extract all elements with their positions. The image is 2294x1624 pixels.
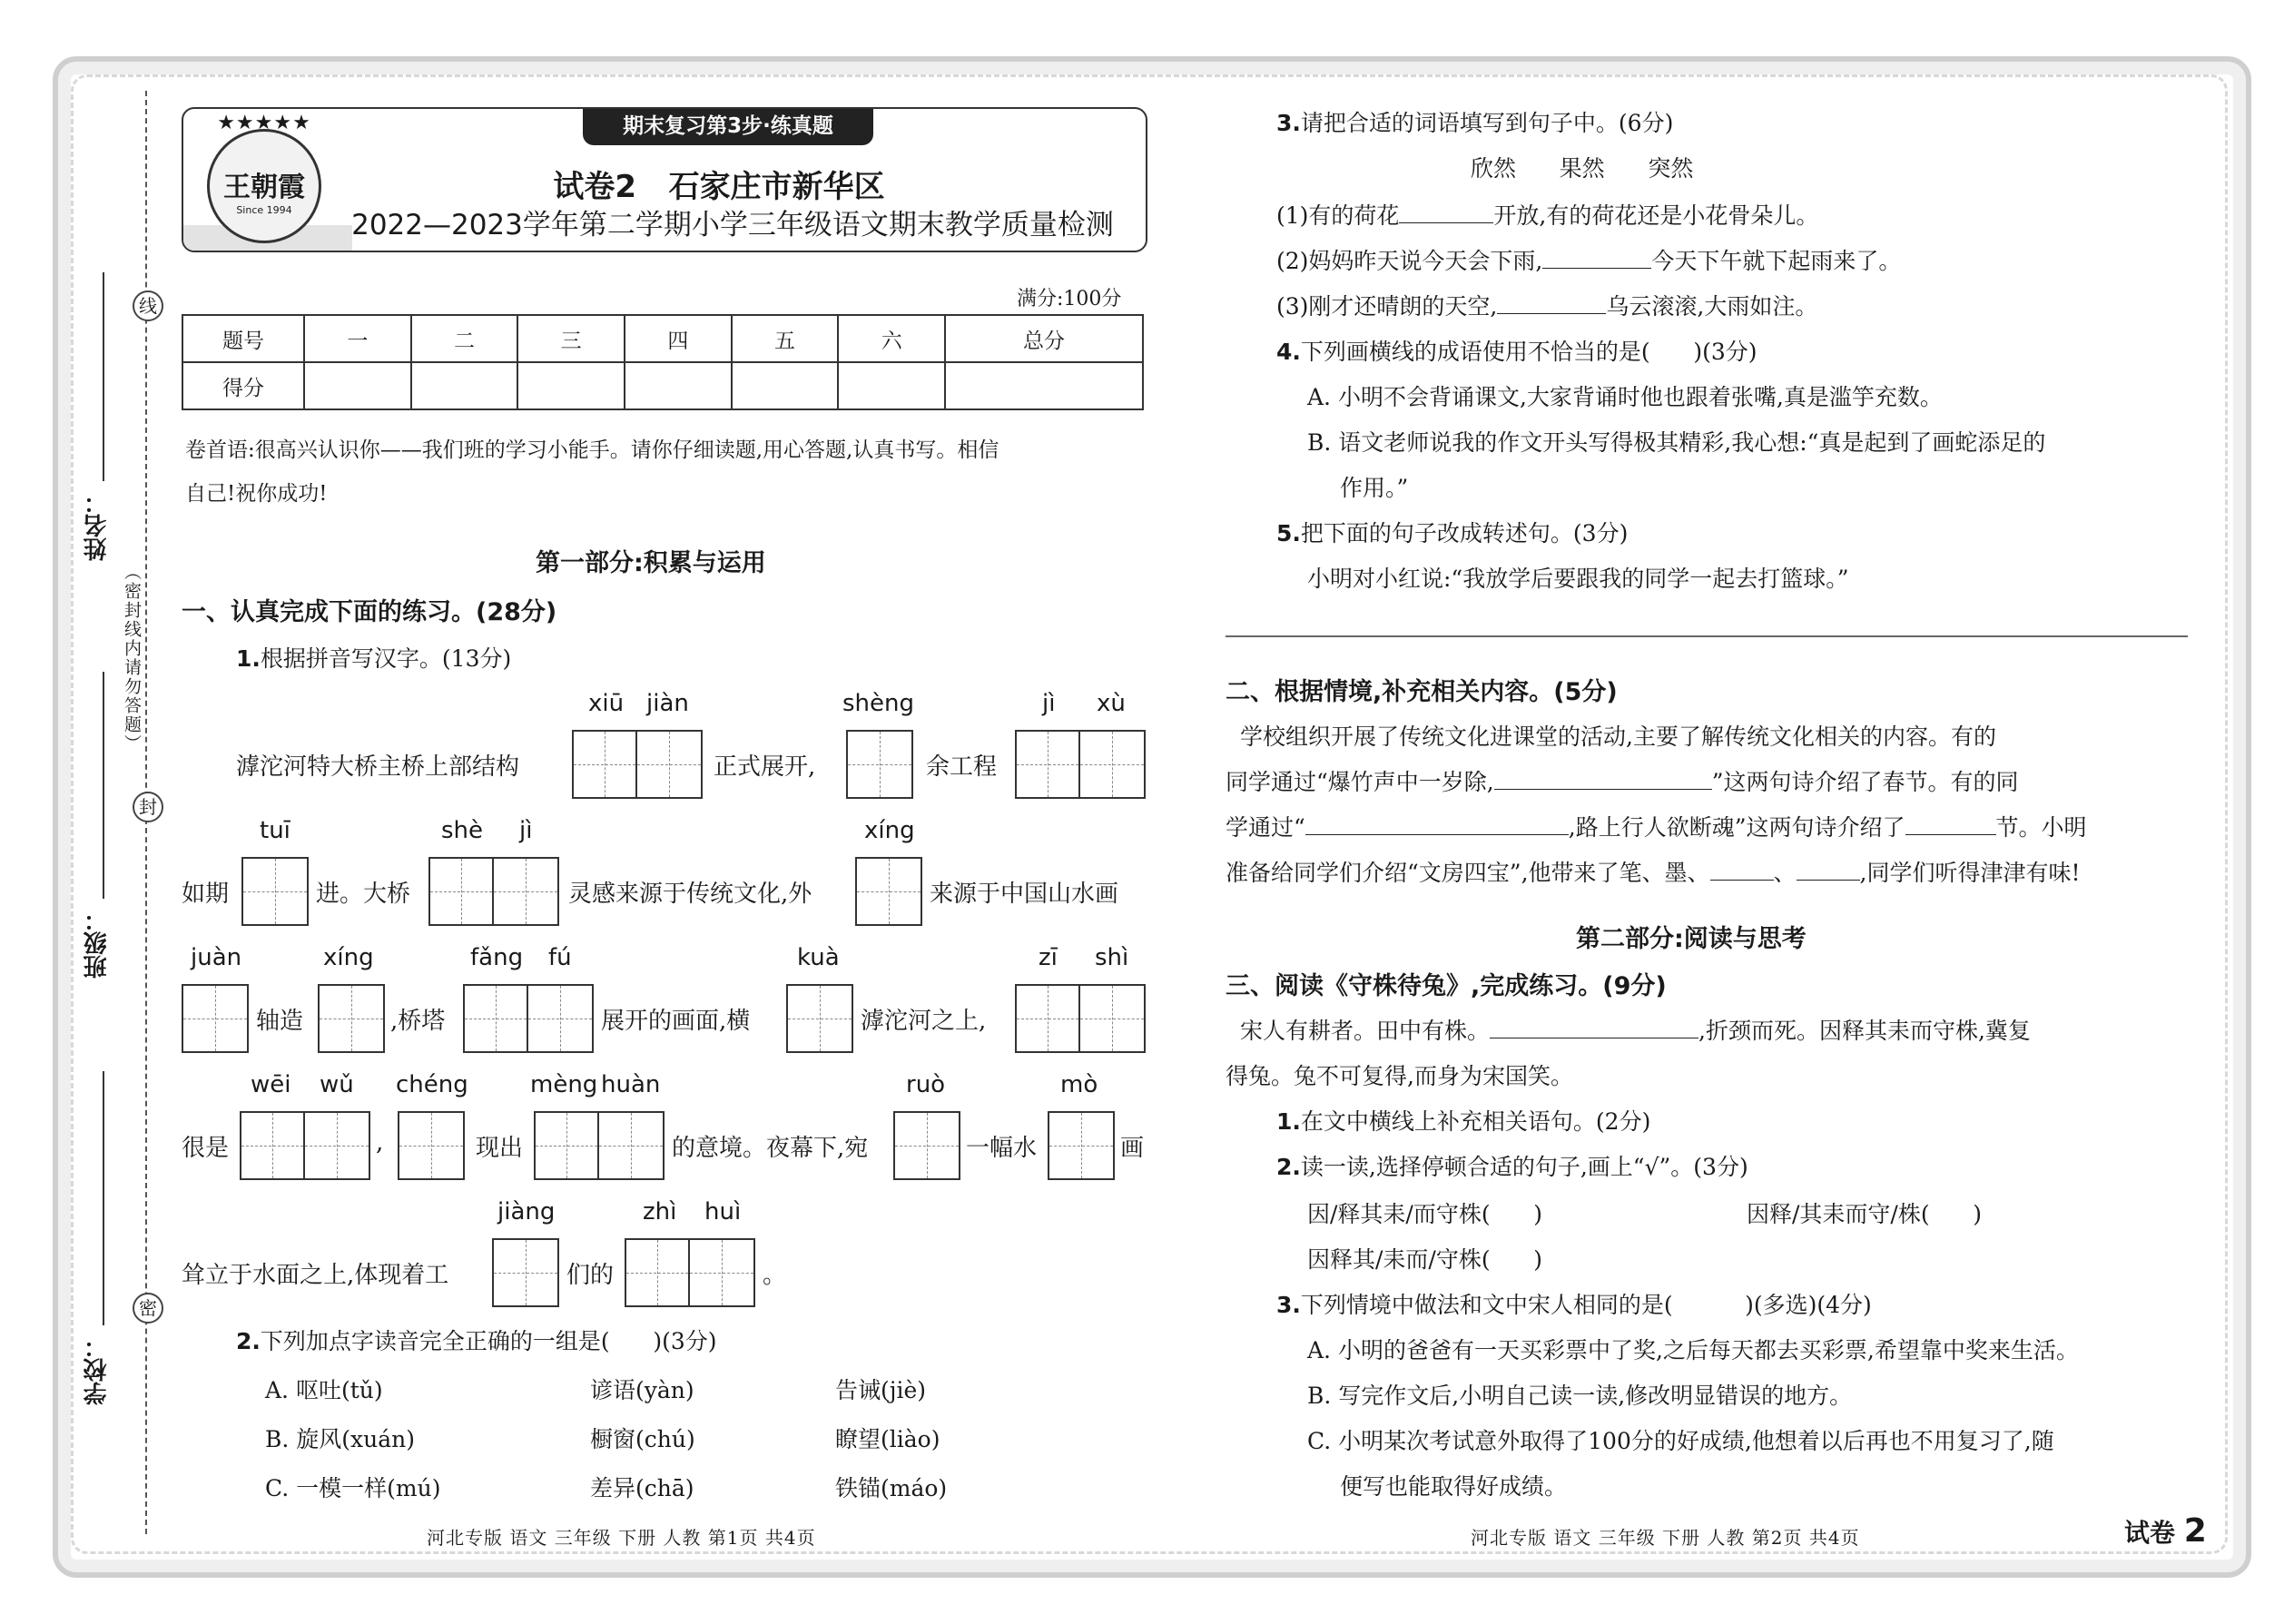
section-2-title: 二、根据情境,补充相关内容。(5分) [1226, 678, 1618, 706]
pinyin: xiū [588, 690, 625, 717]
q1-4 [1276, 334, 1757, 367]
q1-5 [1276, 516, 1628, 548]
name-field[interactable] [103, 272, 104, 481]
text-line: 如期 [182, 881, 230, 908]
q3-2 [1276, 1149, 1748, 1182]
option: A. 呕吐(tǔ) [265, 1377, 383, 1403]
seal-char-feng: 封 [133, 792, 163, 822]
score-header-row [182, 315, 1143, 362]
score-col-6: 六 [838, 315, 945, 362]
blank[interactable] [1905, 814, 1996, 835]
logo-brand: 王朝霞 [223, 172, 305, 203]
option: C. 一模一样(mú) [265, 1475, 441, 1501]
score-cell[interactable] [838, 362, 945, 409]
answer-grid[interactable] [1015, 730, 1146, 799]
text-line: 。 [763, 1262, 787, 1289]
score-col-total: 总分 [945, 315, 1143, 362]
logo-stars-icon: ★★★★★ [217, 112, 311, 134]
sec2-l3-b: ,路上行人欲断魂”这两句诗介绍了 [1568, 814, 1905, 841]
sec2-l3-c: 节。小明 [1995, 814, 2087, 841]
sec2-l2-b: ”这两句诗介绍了春节。有的同 [1711, 769, 2019, 795]
passage-b: ,折颈而死。因释其耒而守株,冀复 [1698, 1018, 2031, 1044]
blank[interactable] [1399, 202, 1493, 223]
pinyin: xíng [864, 817, 915, 844]
pinyin: xíng [323, 944, 374, 971]
pinyin: shèng [842, 690, 915, 717]
sec2-line-2 [1226, 764, 2019, 797]
pinyin: zhì [643, 1198, 677, 1225]
s3-a: (3)刚才还晴朗的天空, [1276, 293, 1498, 320]
score-col-5: 五 [732, 315, 839, 362]
pinyin: ruò [906, 1071, 946, 1098]
answer-grid[interactable] [855, 857, 922, 926]
pinyin: jì [1042, 690, 1056, 717]
q3-3-option-c: C. 小明某次考试意外取得了100分的好成绩,他想着以后再也不用复习了,随 [1307, 1428, 2054, 1454]
exam-title: 试卷2 石家庄市新华区 [553, 169, 885, 205]
pinyin: shì [1095, 944, 1129, 971]
q1-4-num: 4. [1276, 339, 1301, 365]
sentence-1 [1276, 198, 1818, 231]
class-label: 班级： [84, 908, 111, 979]
blank[interactable] [1497, 293, 1606, 314]
text-line: 余工程 [926, 753, 998, 781]
q3-1 [1276, 1104, 1650, 1137]
score-cell[interactable] [517, 362, 625, 409]
q1-5-num: 5. [1276, 520, 1301, 546]
option: 橱窗(chú) [590, 1426, 695, 1452]
score-col-2: 二 [411, 315, 518, 362]
sec2-l3-a: 学通过“ [1226, 814, 1305, 841]
pinyin: huàn [601, 1071, 661, 1098]
text-line: 现出 [476, 1135, 524, 1162]
answer-grid[interactable] [1015, 984, 1146, 1053]
option: 差异(chā) [590, 1475, 694, 1501]
score-col-3: 三 [517, 315, 625, 362]
answer-grid[interactable] [572, 730, 703, 799]
answer-grid[interactable] [241, 857, 309, 926]
score-col-1: 一 [304, 315, 411, 362]
pinyin: mèng [530, 1071, 598, 1098]
q1-3-num: 3. [1276, 110, 1301, 136]
text-line: 耸立于水面之上,体现着工 [182, 1262, 449, 1289]
sentence-2 [1276, 243, 1901, 276]
q1-2 [236, 1324, 717, 1356]
q1-2-text: 下列加点字读音完全正确的一组是( )(3分) [260, 1328, 717, 1354]
q3-3 [1276, 1287, 1872, 1320]
score-value-row [182, 362, 1143, 409]
q3-2-num: 2. [1276, 1154, 1301, 1180]
pause-option-2[interactable]: 因释/其耒而守/株( ) [1747, 1201, 1983, 1227]
text-line: 画 [1120, 1135, 1145, 1162]
pinyin: xù [1097, 690, 1126, 717]
q1-1 [236, 641, 511, 674]
seal-char-xian: 线 [133, 290, 163, 321]
name-label: 姓名： [84, 490, 111, 561]
sec2-l4-b: 、 [1773, 860, 1797, 886]
q1-2-num: 2. [236, 1328, 261, 1354]
blank[interactable] [1542, 248, 1651, 269]
seal-char-mi: 密 [133, 1293, 163, 1324]
q1-5-text: 把下面的句子改成转述句。(3分) [1300, 520, 1629, 546]
paper-badge-label: 试卷 [2124, 1518, 2176, 1548]
text-line: 的意境。夜幕下,宛 [672, 1135, 869, 1162]
blank[interactable] [1494, 769, 1712, 790]
blank[interactable] [1797, 860, 1860, 881]
blank[interactable] [1305, 814, 1569, 835]
pinyin: wēi [251, 1071, 291, 1098]
answer-grid[interactable] [1048, 1111, 1115, 1180]
q1-1-num: 1. [236, 645, 261, 672]
exam-subtitle: 2022—2023学年第二学期小学三年级语文期末教学质量检测 [351, 209, 1114, 241]
pinyin: fú [548, 944, 572, 971]
passage-line-1 [1240, 1013, 2031, 1046]
s2-a: (2)妈妈昨天说今天会下雨, [1276, 248, 1543, 274]
score-table [182, 314, 1144, 410]
pinyin: mò [1060, 1071, 1098, 1098]
text-line: 们的 [566, 1262, 615, 1289]
answer-grid[interactable] [398, 1111, 465, 1180]
answer-grid[interactable] [786, 984, 853, 1053]
answer-grid[interactable] [534, 1111, 665, 1180]
part2-title: 第二部分:阅读与思考 [1576, 925, 1807, 953]
text-line: 来源于中国山水画 [930, 881, 1119, 908]
q1-1-text: 根据拼音写汉字。(13分) [260, 645, 512, 672]
pinyin: jiàn [646, 690, 689, 717]
option: B. 旋风(xuán) [265, 1426, 415, 1452]
passage-a: 宋人有耕者。田中有株。 [1240, 1018, 1491, 1044]
answer-grid[interactable] [240, 1111, 370, 1180]
text-line: , [376, 1129, 384, 1156]
q4-option-b-cont: 作用。” [1340, 475, 1409, 501]
pinyin: huì [704, 1198, 742, 1225]
s1-a: (1)有的荷花 [1276, 202, 1400, 229]
pinyin: fǎng [470, 944, 524, 971]
answer-grid[interactable] [428, 857, 559, 926]
q5-quote: 小明对小红说:“我放学后要跟我的同学一起去打篮球。” [1307, 566, 1849, 592]
pinyin: zī [1039, 944, 1058, 971]
text-line: ,桥塔 [390, 1008, 446, 1035]
pinyin: jì [519, 817, 533, 844]
answer-grid[interactable] [463, 984, 594, 1053]
q3-3-num: 3. [1276, 1292, 1301, 1318]
q3-3-option-a: A. 小明的爸爸有一天买彩票中了奖,之后每天都去买彩票,希望靠中奖来生活。 [1307, 1337, 2079, 1363]
answer-grid[interactable] [846, 730, 913, 799]
score-col-4: 四 [625, 315, 732, 362]
answer-grid[interactable] [492, 1238, 559, 1307]
section-divider [1226, 635, 2188, 637]
pinyin: chéng [396, 1071, 468, 1098]
option: 告诫(jiè) [835, 1377, 927, 1403]
sec2-line-3 [1226, 810, 2087, 842]
text-line: 滹沱河之上, [861, 1008, 987, 1035]
pinyin: jiàng [497, 1198, 556, 1225]
full-score: 满分:100分 [1017, 288, 1122, 310]
paper-badge-num: 2 [2183, 1512, 2207, 1550]
s3-b: 乌云滚滚,大雨如注。 [1606, 293, 1818, 320]
pause-option-1[interactable]: 因/释其耒/而守株( ) [1307, 1201, 1543, 1227]
seal-note: （密封线内请勿答题） [122, 563, 142, 753]
q1-3-text: 请把合适的词语填写到句子中。(6分) [1300, 110, 1674, 136]
score-col-label: 题号 [182, 315, 304, 362]
section-3-title: 三、阅读《守株待兔》,完成练习。(9分) [1226, 972, 1667, 1000]
blank[interactable] [1710, 860, 1774, 881]
footer-right: 河北专版 语文 三年级 下册 人教 第2页 共4页 [1471, 1527, 1860, 1549]
exam-header [182, 107, 1147, 252]
sec2-l2-a: 同学通过“爆竹声中一岁除, [1226, 769, 1494, 795]
answer-grid[interactable] [893, 1111, 960, 1180]
score-row-label: 得分 [182, 362, 304, 409]
q3-1-num: 1. [1276, 1108, 1301, 1135]
pinyin: shè [441, 817, 484, 844]
footer-left: 河北专版 语文 三年级 下册 人教 第1页 共4页 [427, 1527, 816, 1549]
blank[interactable] [1490, 1018, 1698, 1038]
q3-2-text: 读一读,选择停顿合适的句子,画上“√”。(3分) [1300, 1154, 1748, 1180]
text-line: 一幅水 [966, 1135, 1038, 1162]
pinyin: kuà [797, 944, 840, 971]
sentence-3 [1276, 289, 1817, 321]
q3-3-text: 下列情境中做法和文中宋人相同的是( )(多选)(4分) [1300, 1292, 1872, 1318]
answer-grid[interactable] [318, 984, 385, 1053]
score-cell[interactable] [625, 362, 732, 409]
option: 瞭望(liào) [835, 1426, 940, 1452]
text-line: 正式展开, [714, 753, 816, 781]
option: 铁锚(máo) [835, 1475, 948, 1501]
preface-line-1: 卷首语:很高兴认识你——我们班的学习小能手。请你仔细读题,用心答题,认真书写。相信 [185, 438, 999, 462]
q3-3-option-b: B. 写完作文后,小明自己读一读,修改明显错误的地方。 [1307, 1383, 1853, 1409]
score-cell[interactable] [945, 362, 1143, 409]
text-line: 滹沱河特大桥主桥上部结构 [236, 753, 520, 781]
paper-badge [2124, 1512, 2207, 1550]
text-line: 轴造 [256, 1008, 304, 1035]
pause-option-3[interactable]: 因释其/耒而/守株( ) [1307, 1246, 1543, 1273]
text-line: 展开的画面,横 [601, 1008, 751, 1035]
passage-line-2: 得兔。兔不可复得,而身为宋国笑。 [1226, 1063, 1573, 1089]
pinyin: tuī [260, 817, 290, 844]
sec2-l4-a: 准备给同学们介绍“文房四宝”,他带来了笔、墨、 [1226, 860, 1710, 886]
answer-grid[interactable] [182, 984, 249, 1053]
preface-line-2: 自己!祝你成功! [185, 482, 328, 506]
option: 谚语(yàn) [590, 1377, 694, 1403]
school-label: 学校： [84, 1334, 111, 1405]
class-field[interactable] [103, 672, 104, 899]
pinyin: wǔ [320, 1071, 354, 1098]
sec2-l4-c: ,同学们听得津津有味! [1859, 860, 2081, 886]
sec2-line-4 [1226, 855, 2081, 888]
part1-title: 第一部分:积累与运用 [536, 549, 766, 577]
q1-4-text: 下列画横线的成语使用不恰当的是( )(3分) [1300, 339, 1757, 365]
answer-grid[interactable] [625, 1238, 755, 1307]
text-line: 进。大桥 [316, 881, 411, 908]
sec2-line-1: 学校组织开展了传统文化进课堂的活动,主要了解传统文化相关的内容。有的 [1240, 723, 1996, 750]
q4-option-a: A. 小明不会背诵课文,大家背诵时他也跟着张嘴,真是滥竽充数。 [1307, 384, 1943, 410]
step-tab: 期末复习第3步·练真题 [583, 107, 873, 145]
s1-b: 开放,有的荷花还是小花骨朵儿。 [1493, 202, 1819, 229]
text-line: 很是 [182, 1135, 230, 1162]
text-line: 灵感来源于传统文化,外 [568, 881, 812, 908]
logo-sub: Since 1994 [236, 204, 292, 216]
score-cell[interactable] [304, 362, 411, 409]
school-field[interactable] [103, 1071, 104, 1325]
q1-3 [1276, 105, 1673, 138]
word-bank: 欣然 果然 突然 [1471, 155, 1694, 182]
q3-1-text: 在文中横线上补充相关语句。(2分) [1300, 1108, 1651, 1135]
q3-3-option-c-cont: 便写也能取得好成绩。 [1340, 1473, 1568, 1500]
score-cell[interactable] [732, 362, 839, 409]
score-cell[interactable] [411, 362, 518, 409]
q4-option-b: B. 语文老师说我的作文开头写得极其精彩,我心想:“真是起到了画蛇添足的 [1307, 429, 2046, 456]
pinyin: juàn [191, 944, 242, 971]
section-1-title: 一、认真完成下面的练习。(28分) [182, 598, 557, 626]
s2-b: 今天下午就下起雨来了。 [1651, 248, 1902, 274]
